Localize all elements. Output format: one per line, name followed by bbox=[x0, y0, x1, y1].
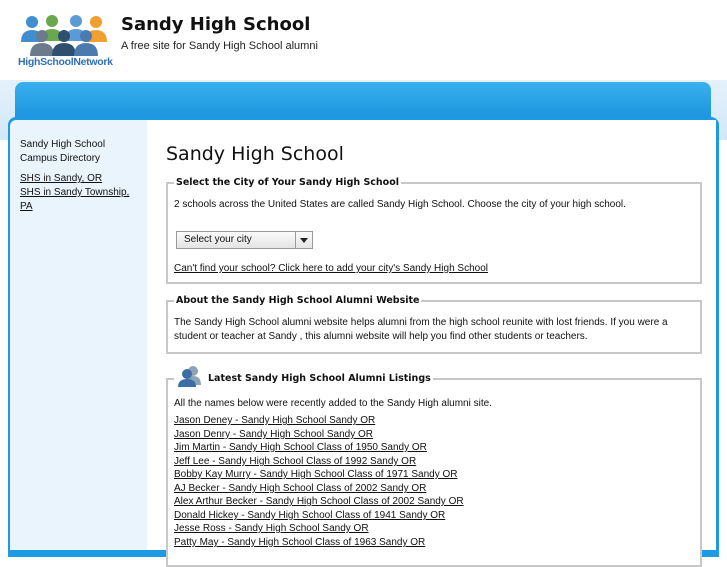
list-item[interactable]: Jesse Ross - Sandy High School Sandy OR bbox=[174, 523, 369, 534]
sidebar-link-sandy-or[interactable]: SHS in Sandy, OR bbox=[20, 173, 103, 184]
sidebar-link-sandy-township-pa[interactable]: SHS in Sandy Township, PA bbox=[20, 187, 130, 212]
chevron-down-icon[interactable] bbox=[295, 232, 312, 248]
people-icon bbox=[178, 365, 202, 387]
site-header bbox=[0, 0, 727, 76]
city-select-value: Select your city bbox=[184, 234, 252, 245]
navigation-band bbox=[15, 82, 711, 118]
about-box-text: The Sandy High School alumni website helps alumni from the high school reunite with lost friends. If you were a student or teacher at Sandy , this alumni website will help you find other students or teachers. bbox=[174, 317, 668, 342]
page-title: Sandy High School bbox=[166, 143, 344, 165]
list-item[interactable]: Jason Denry - Sandy High School Sandy OR bbox=[174, 429, 373, 440]
list-item[interactable]: AJ Becker - Sandy High School Class of 2002 Sandy OR bbox=[174, 483, 427, 494]
city-select[interactable] bbox=[176, 231, 313, 249]
site-tagline: A free site for Sandy High School alumni bbox=[121, 40, 318, 52]
site-title[interactable]: Sandy High School bbox=[121, 14, 311, 35]
city-box-legend: Select the City of Your Sandy High School bbox=[176, 177, 399, 188]
listings-box-legend: Latest Sandy High School Alumni Listings bbox=[208, 373, 431, 384]
add-school-link[interactable]: Can't find your school? Click here to add your city's Sandy High School bbox=[174, 263, 488, 274]
about-box-legend: About the Sandy High School Alumni Website bbox=[176, 295, 420, 306]
list-item[interactable]: Donald Hickey - Sandy High School Class of 1941 Sandy OR bbox=[174, 510, 446, 521]
listings-intro: All the names below were recently added to the Sandy High alumni site. bbox=[174, 398, 492, 409]
list-item[interactable]: Jeff Lee - Sandy High School Class of 1992 Sandy OR bbox=[174, 456, 417, 467]
list-item[interactable]: Jim Martin - Sandy High School Class of 1950 Sandy OR bbox=[174, 442, 427, 453]
sidebar-title: Sandy High School Campus Directory bbox=[20, 139, 106, 164]
highschoolnetwork-logo[interactable] bbox=[18, 12, 113, 70]
list-item[interactable]: Patty May - Sandy High School Class of 1963 Sandy OR bbox=[174, 537, 426, 548]
logo-wordmark: HighSchoolNetwork bbox=[18, 56, 113, 68]
people-logo-icon bbox=[18, 12, 110, 56]
list-item[interactable]: Alex Arthur Becker - Sandy High School Class of 2002 Sandy OR bbox=[174, 496, 464, 507]
list-item[interactable]: Jason Deney - Sandy High School Sandy OR bbox=[174, 415, 376, 426]
list-item[interactable]: Bobby Kay Murry - Sandy High School Class of 1971 Sandy OR bbox=[174, 469, 458, 480]
city-box-text: 2 schools across the United States are called Sandy High School. Choose the city of your high school. bbox=[174, 199, 626, 210]
